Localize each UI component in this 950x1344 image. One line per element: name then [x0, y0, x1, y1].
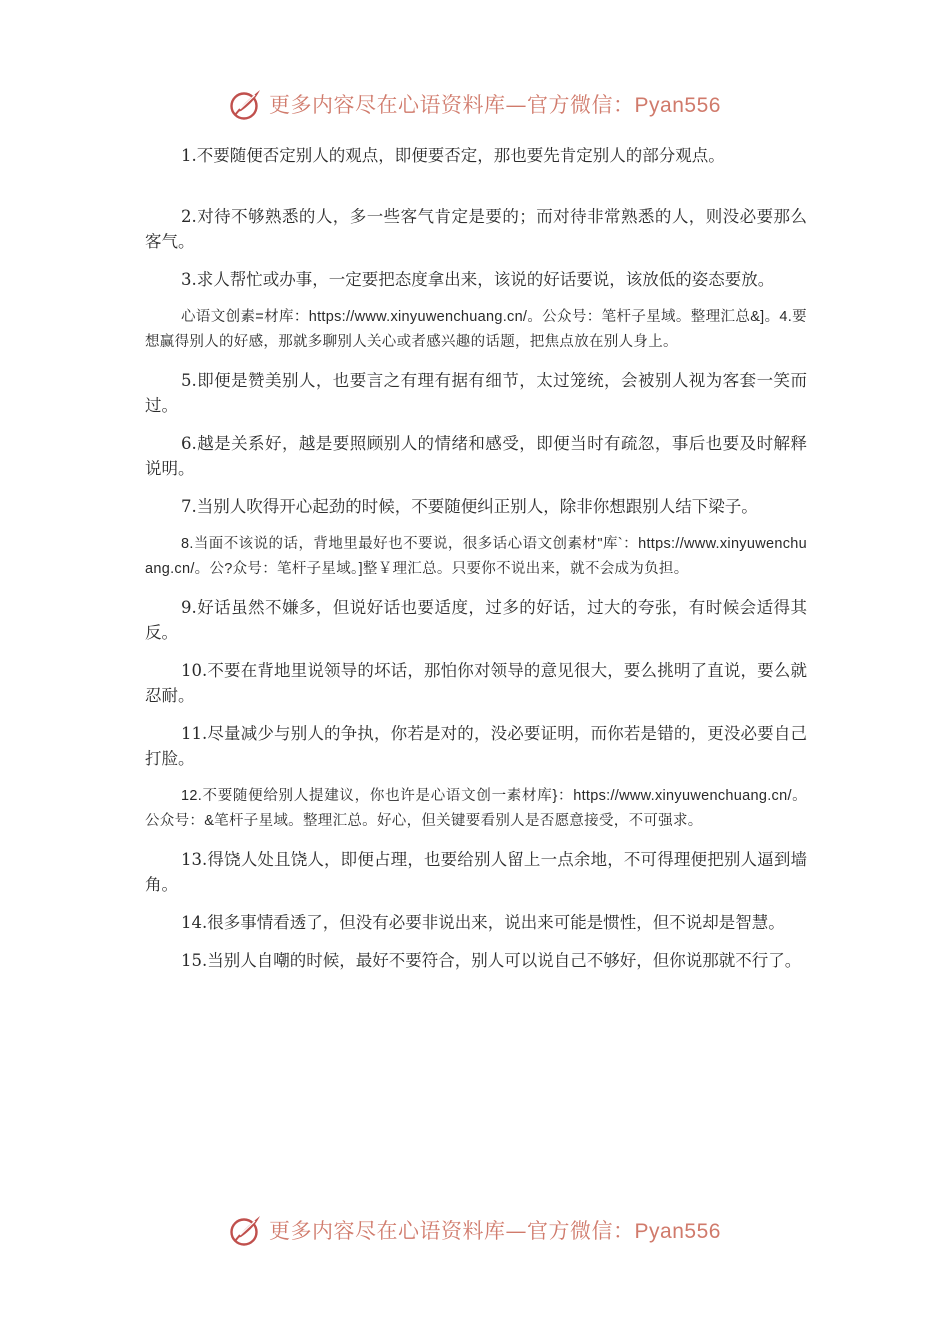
header-banner-text: 更多内容尽在心语资料库—官方微信：Pyan556	[269, 93, 721, 117]
paragraph-9: 9.好话虽然不嫌多，但说好话也要适度，过多的好话，过大的夸张，有时候会适得其反。	[145, 598, 807, 642]
paragraph-12: 12.不要随便给别人提建议，你也许是心语文创一素材库}：https://www.xinyuwenchuang.cn/。公众号：&笔杆子星域。整理汇总。好心，但关键要看别人是否愿意接受，不可强求。	[145, 788, 807, 829]
paragraph-2: 2.对待不够熟悉的人，多一些客气肯定是要的；而对待非常熟悉的人，则没必要那么客气。	[145, 207, 807, 251]
footer-banner	[0, 1210, 950, 1250]
paragraph-5: 5.即便是赞美别人，也要言之有理有据有细节，太过笼统，会被别人视为客套一笑而过。	[145, 371, 807, 415]
paragraph-14: 14.很多事情看透了，但没有必要非说出来，说出来可能是惯性，但不说却是智慧。	[181, 913, 785, 932]
footer-banner-text: 更多内容尽在心语资料库—官方微信：Pyan556	[269, 1219, 721, 1243]
document-body	[145, 143, 807, 986]
paragraph-4: 心语文创素=材库：https://www.xinyuwenchuang.cn/。公众号：笔杆子星域。整理汇总&]。4.要想赢得别人的好感，那就多聊别人关心或者感兴趣的话题，把焦点放在别人身上。	[145, 309, 807, 350]
footer-wechat-id: Pyan556	[634, 1220, 721, 1243]
header-wechat-id: Pyan556	[634, 94, 721, 117]
paragraph-1: 1.不要随便否定别人的观点，即便要否定，那也要先肯定别人的部分观点。	[181, 146, 725, 165]
quill-logo-icon	[229, 87, 263, 121]
paragraph-15: 15.当别人自嘲的时候，最好不要符合，别人可以说自己不够好，但你说那就不行了。	[181, 951, 802, 970]
paragraph-10: 10.不要在背地里说领导的坏话，那怕你对领导的意见很大，要么挑明了直说，要么就忍耐。	[145, 661, 807, 705]
paragraph-3: 3.求人帮忙或办事，一定要把态度拿出来，该说的好话要说，该放低的姿态要放。	[181, 270, 775, 289]
paragraph-7: 7.当别人吹得开心起劲的时候，不要随便纠正别人，除非你想跟别人结下梁子。	[181, 497, 758, 516]
paragraph-13: 13.得饶人处且饶人，即便占理，也要给别人留上一点余地，不可得理便把别人逼到墙角。	[145, 850, 807, 894]
quill-logo-icon	[229, 1213, 263, 1247]
paragraph-8: 8.当面不该说的话，背地里最好也不要说，很多话心语文创素材"库`：https://www.xinyuwenchuang.cn/。公?众号：笔杆子星域。]整￥理汇总。只要你不说出来，就不会成为负担。	[145, 536, 807, 577]
paragraph-6: 6.越是关系好，越是要照顾别人的情绪和感受，即便当时有疏忽，事后也要及时解释说明。	[145, 434, 807, 478]
paragraph-11: 11.尽量减少与别人的争执，你若是对的，没必要证明，而你若是错的，更没必要自己打脸。	[145, 724, 807, 768]
header-banner	[0, 84, 950, 124]
